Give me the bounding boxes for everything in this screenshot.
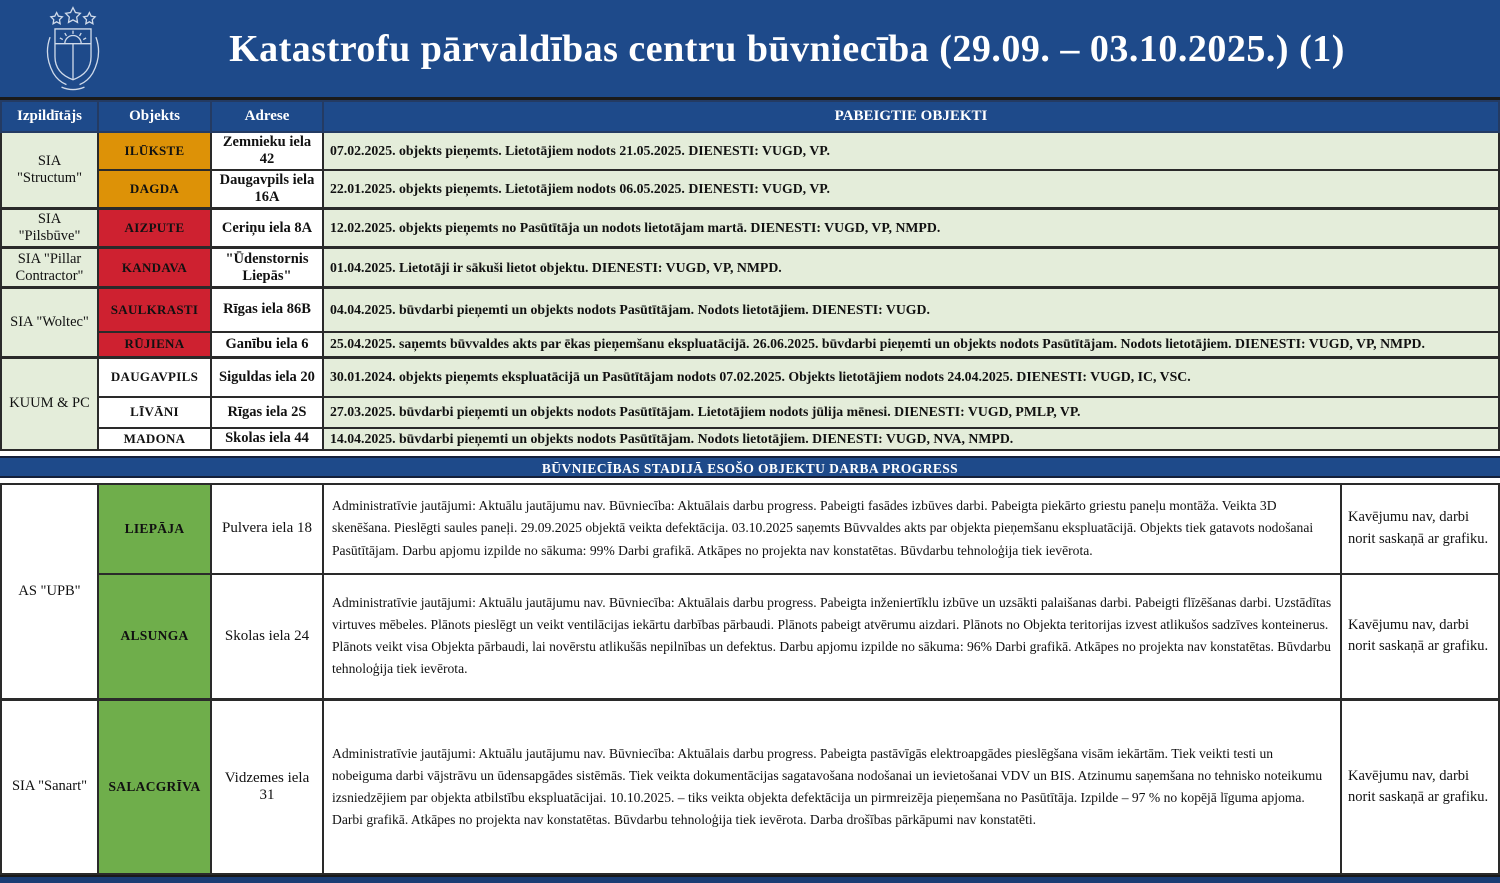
contractor-cell: AS "UPB" — [1, 484, 98, 700]
object-cell: LĪVĀNI — [98, 397, 211, 428]
column-header-contractor: Izpildītājs — [1, 101, 98, 132]
address-cell: Skolas iela 24 — [211, 574, 323, 700]
status-cell: 22.01.2025. objekts pieņemts. Lietotājiem nodots 06.05.2025. DIENESTI: VUGD, VP. — [323, 170, 1499, 209]
section-header-completed: PABEIGTIE OBJEKTI — [323, 101, 1499, 132]
address-cell: Daugavpils iela 16A — [211, 170, 323, 209]
address-cell: "Ūdenstornis Liepās" — [211, 248, 323, 288]
table-row — [1, 484, 1499, 574]
object-cell: MADONA — [98, 428, 211, 450]
delay-cell: Kavējumu nav, darbi norit saskaņā ar grafiku. — [1341, 700, 1499, 874]
contractor-cell: SIA "Pillar Contractor" — [1, 248, 98, 288]
object-cell: LIEPĀJA — [98, 484, 211, 574]
status-cell: 04.04.2025. būvdarbi pieņemti un objekts nodots Pasūtītājam. Nodots lietotājiem. DIENESTI: VUGD. — [323, 288, 1499, 332]
page-title: Katastrofu pārvaldības centru būvniecība (29.09. – 03.10.2025.) (1) — [229, 27, 1345, 70]
address-cell: Ceriņu iela 8A — [211, 209, 323, 248]
table-row — [1, 332, 1499, 358]
contractor-cell: SIA "Woltec" — [1, 288, 98, 358]
table-row — [1, 397, 1499, 428]
column-header-address: Adrese — [211, 101, 323, 132]
table-row — [1, 248, 1499, 288]
table-row — [1, 209, 1499, 248]
delay-cell: Kavējumu nav, darbi norit saskaņā ar grafiku. — [1341, 574, 1499, 700]
table-row — [1, 358, 1499, 397]
table-row — [1, 288, 1499, 332]
object-cell: KANDAVA — [98, 248, 211, 288]
bottom-accent-strip — [0, 875, 1500, 883]
object-cell: ALSUNGA — [98, 574, 211, 700]
address-cell: Vidzemes iela 31 — [211, 700, 323, 874]
object-cell: ILŪKSTE — [98, 132, 211, 170]
status-cell: 27.03.2025. būvdarbi pieņemti un objekts nodots Pasūtītājam. Lietotājiem nodots jūlija mēnesi. DIENESTI: VUGD, PMLP, VP. — [323, 397, 1499, 428]
address-cell: Ganību iela 6 — [211, 332, 323, 358]
progress-objects-table — [0, 483, 1500, 875]
section-divider — [0, 451, 1500, 483]
table-row — [1, 428, 1499, 450]
page-header-banner — [0, 0, 1500, 100]
status-cell: Administratīvie jautājumi: Aktuālu jautājumu nav. Būvniecība: Aktuālais darbu progress. Pabeigta pastāvīgās elektroapgādes pieslēgšana visām iekārtām. Tiek veikti testi un nobeiguma darbi vājstrāvu un ūdensapgādes sistēmās. Tiek veikta dokumentācijas sagatavošana nodošanai un ievietošanai VDV un BIS. Atzinumu saņemšana no tehnisko noteikumu izsniedzējiem par objekta atbilstību ekspluatācijai. 10.10.2025. – tiks veikta objekta defektācija un pirmreizēja pieņemšana no Pasūtītāja. Izpilde – 97 % no kopējā līguma apjoma. Darbi grafikā. Atkāpes no projekta nav konstatētas. Būvdarbu tehnoloģija tiek ievērota. Darba drošības pārkāpumi nav konstatēti. — [323, 700, 1341, 874]
table-row — [1, 132, 1499, 170]
address-cell: Rīgas iela 86B — [211, 288, 323, 332]
object-cell: DAUGAVPILS — [98, 358, 211, 397]
object-cell: SALACGRĪVA — [98, 700, 211, 874]
table-row — [1, 170, 1499, 209]
status-cell: 07.02.2025. objekts pieņemts. Lietotājiem nodots 21.05.2025. DIENESTI: VUGD, VP. — [323, 132, 1499, 170]
address-cell: Siguldas iela 20 — [211, 358, 323, 397]
status-cell: 01.04.2025. Lietotāji ir sākuši lietot objektu. DIENESTI: VUGD, VP, NMPD. — [323, 248, 1499, 288]
object-cell: SAULKRASTI — [98, 288, 211, 332]
address-cell: Rīgas iela 2S — [211, 397, 323, 428]
status-cell: 25.04.2025. saņemts būvvaldes akts par ēkas pieņemšanu ekspluatācijā. 26.06.2025. būvdarbi pieņemti un objekts nodots Pasūtītājam. Nodots lietotājiem. DIENESTI: VUGD, VP, NMPD. — [323, 332, 1499, 358]
completed-objects-table — [0, 100, 1500, 451]
table-row — [1, 700, 1499, 874]
status-cell: Administratīvie jautājumi: Aktuālu jautājumu nav. Būvniecība: Aktuālais darbu progress. Pabeigti fasādes izbūves darbi. Pabeigta piekārto griestu paneļu montāža. Veikta 3D skenēšana. Pieslēgti saules paneļi. 29.09.2025 objektā veikta defektācija. 03.10.2025 saņemts Būvvaldes akts par objekta pieņemšanu ekspluatācijā. Objekts tiek gatavots nodošanai Pasūtītājam. Darbu apjomu izpilde no sākuma: 99% Darbi grafikā. Atkāpes no projekta nav konstatētas. Būvdarbu tehnoloģija tiek ievērota. — [323, 484, 1341, 574]
section-header-progress: BŪVNIECĪBAS STADIJĀ ESOŠO OBJEKTU DARBA PROGRESS — [0, 456, 1500, 478]
latvia-coat-of-arms-logo — [32, 6, 114, 92]
delay-cell: Kavējumu nav, darbi norit saskaņā ar grafiku. — [1341, 484, 1499, 574]
table-header-row — [1, 101, 1499, 132]
contractor-cell: SIA "Pilsbūve" — [1, 209, 98, 248]
status-cell: Administratīvie jautājumi: Aktuālu jautājumu nav. Būvniecība: Aktuālais darbu progress. Pabeigta inženiertīklu izbūve un uzsākti palaišanas darbi. Pabeigti flīzēšanas darbi. Uzstādītas virtuves mēbeles. Plānots pieslēgt un veikt ventilācijas iekārtu darbības pārbaudi. Plānots pabeigt atvērumu aizdari. Plānots no Objekta teritorijas izvest atlikušos sadzīves konteinerus. Plānots veikt visa Objekta pārbaudi, lai novērstu atlikušās nepilnības un defektus. Darbu apjomu izpilde no sākuma: 96% Darbi grafikā. Atkāpes no projekta nav konstatētas. Būvdarbu tehnoloģija tiek ievērota. — [323, 574, 1341, 700]
object-cell: RŪJIENA — [98, 332, 211, 358]
contractor-cell: KUUM & PC — [1, 358, 98, 450]
address-cell: Pulvera iela 18 — [211, 484, 323, 574]
contractor-cell: SIA "Structum" — [1, 132, 98, 209]
address-cell: Skolas iela 44 — [211, 428, 323, 450]
contractor-cell: SIA "Sanart" — [1, 700, 98, 874]
object-cell: DAGDA — [98, 170, 211, 209]
status-cell: 12.02.2025. objekts pieņemts no Pasūtītāja un nodots lietotājam martā. DIENESTI: VUGD, VP, NMPD. — [323, 209, 1499, 248]
address-cell: Zemnieku iela 42 — [211, 132, 323, 170]
table-row — [1, 574, 1499, 700]
object-cell: AIZPUTE — [98, 209, 211, 248]
status-cell: 30.01.2024. objekts pieņemts ekspluatācijā un Pasūtītājam nodots 07.02.2025. Objekts lietotājiem nodots 24.04.2025. DIENESTI: VUGD, IC, VSC. — [323, 358, 1499, 397]
status-cell: 14.04.2025. būvdarbi pieņemti un objekts nodots Pasūtītājam. Nodots lietotājiem. DIENESTI: VUGD, NVA, NMPD. — [323, 428, 1499, 450]
column-header-object: Objekts — [98, 101, 211, 132]
